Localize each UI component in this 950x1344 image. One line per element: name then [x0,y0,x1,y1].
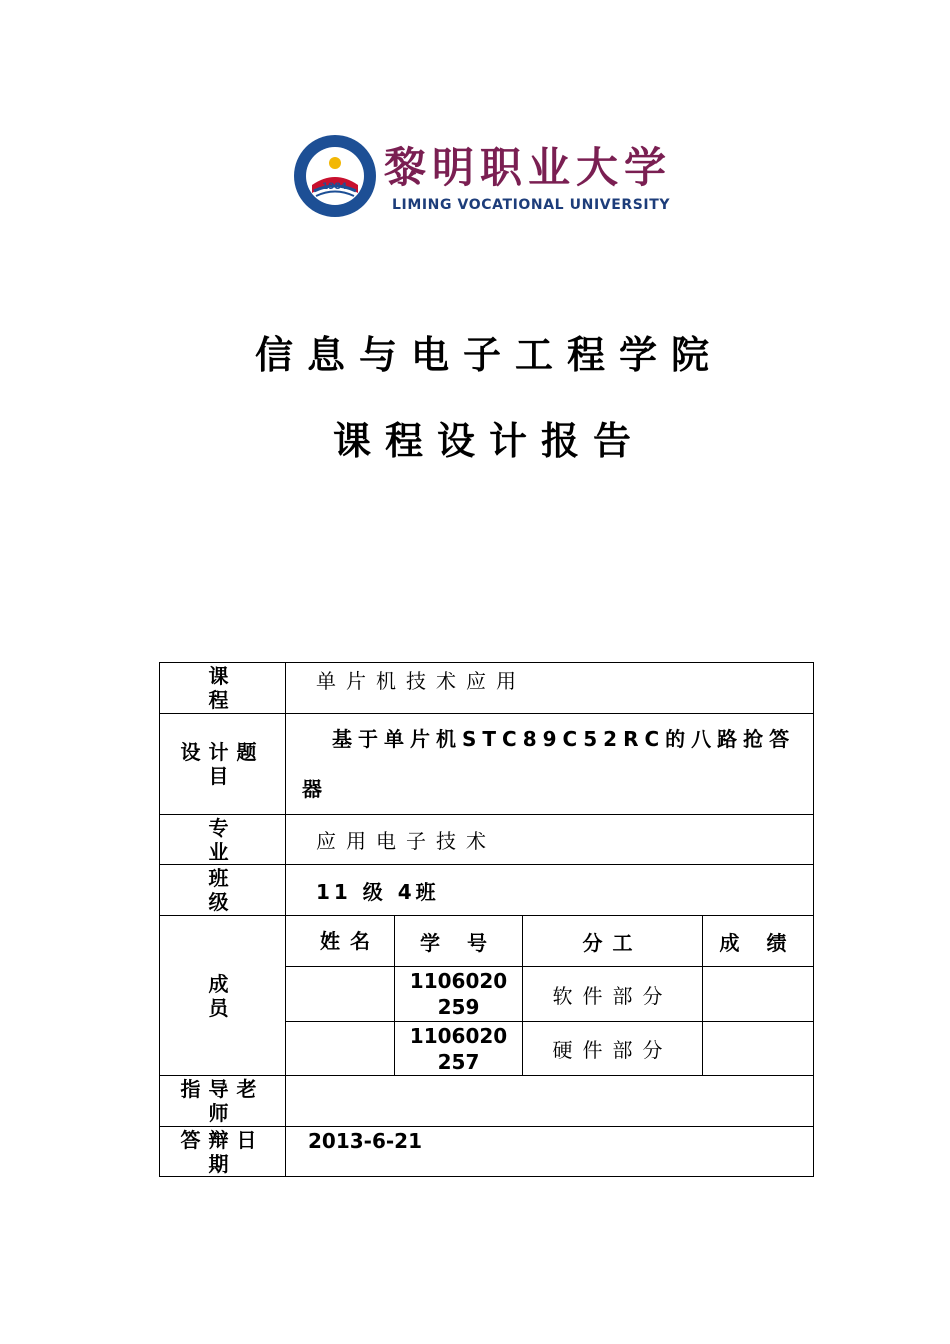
university-emblem-icon [292,133,378,219]
university-name-english: LIMING VOCATIONAL UNIVERSITY [392,197,671,213]
member-id-cell: 1106020257 [395,1022,523,1076]
defense-date-value: 2013-6-21 [286,1127,814,1177]
topic-value: 基于单片机STC89C52RC的八路抢答器 [286,714,814,815]
major-label: 专业 [160,815,286,865]
members-label: 成员 [160,916,286,1076]
class-row [160,865,814,916]
member-score-cell [703,1022,814,1076]
teacher-value [286,1076,814,1127]
member-score-cell [703,967,814,1022]
class-value: 11 级 4班 [286,865,814,916]
member-score-header: 成 绩 [703,916,814,967]
topic-label: 设计题目 [160,714,286,815]
members-header-row [160,916,814,967]
report-info-table [159,662,814,1177]
university-logo [292,133,692,219]
member-role-cell: 硬件部分 [523,1022,703,1076]
report-title: 课程设计报告 [332,419,645,463]
course-value: 单片机技术应用 [286,663,814,714]
topic-row [160,714,814,815]
defense-date-row [160,1127,814,1177]
defense-date-label: 答辩日期 [160,1127,286,1177]
school-title: 信息与电子工程学院 [254,333,723,377]
teacher-row [160,1076,814,1127]
class-label: 班级 [160,865,286,916]
member-name-cell [286,967,395,1022]
member-role-header: 分工 [523,916,703,967]
university-name-chinese: 黎明职业大学 [384,143,673,192]
member-role-cell: 软件部分 [523,967,703,1022]
course-label: 课程 [160,663,286,714]
course-row [160,663,814,714]
member-id-cell: 1106020259 [395,967,523,1022]
member-name-header: 姓名 [286,916,395,967]
member-name-cell [286,1022,395,1076]
major-value: 应用电子技术 [286,815,814,865]
member-id-header: 学 号 [395,916,523,967]
emblem-year: 1984 [322,182,348,192]
teacher-label: 指导老师 [160,1076,286,1127]
major-row [160,815,814,865]
